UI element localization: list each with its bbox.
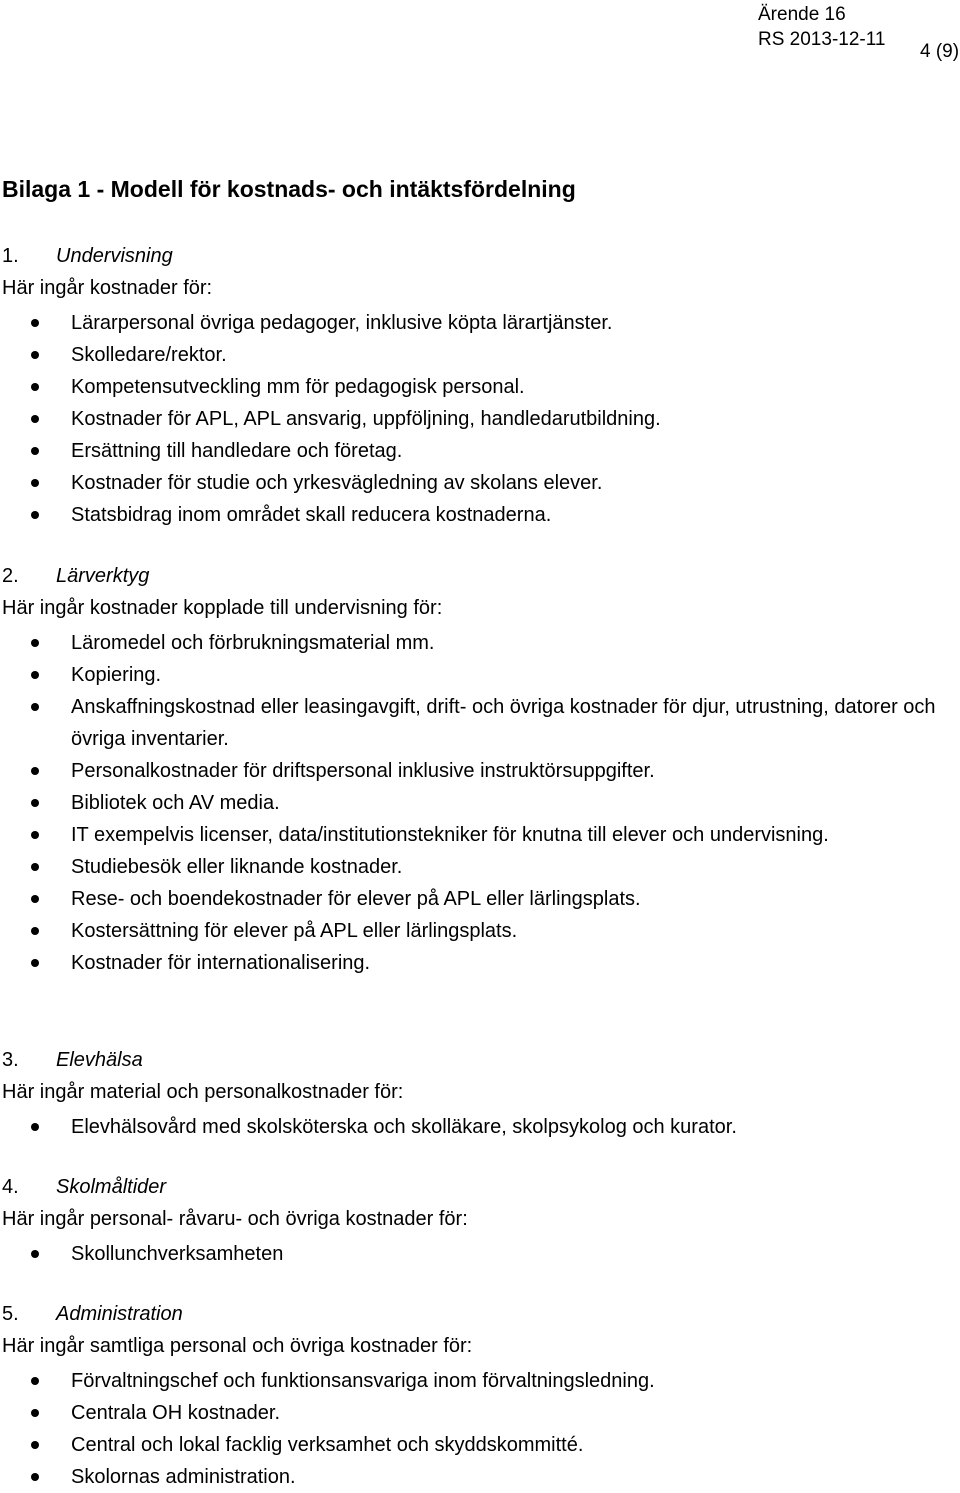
bullet-icon xyxy=(31,767,39,775)
list-item-text: Elevhälsovård med skolsköterska och skolläkare, skolpsykolog och kurator. xyxy=(71,1116,737,1138)
list-item xyxy=(2,691,942,755)
list-item xyxy=(2,1461,942,1493)
list-item xyxy=(2,627,942,659)
section-intro: Här ingår kostnader för: xyxy=(2,277,213,299)
bullet-icon xyxy=(31,511,39,519)
list-item-text: Studiebesök eller liknande kostnader. xyxy=(71,856,403,878)
section-heading xyxy=(2,1046,942,1078)
list-item-text: Central och lokal facklig verksamhet och skyddskommitté. xyxy=(71,1434,584,1456)
page-number: 4 (9) xyxy=(920,41,960,62)
list-item xyxy=(2,787,942,819)
bullet-list xyxy=(2,627,942,979)
section-4 xyxy=(2,1173,942,1270)
list-item xyxy=(2,947,942,979)
list-item xyxy=(2,307,942,339)
document-header xyxy=(758,2,885,52)
bullet-icon xyxy=(31,703,39,711)
bullet-icon xyxy=(31,1377,39,1385)
list-item-text: Kostnader för studie och yrkesvägledning av skolans elever. xyxy=(71,472,603,494)
bullet-icon xyxy=(31,895,39,903)
bullet-icon xyxy=(31,351,39,359)
list-item xyxy=(2,1429,942,1461)
section-3 xyxy=(2,1046,942,1143)
section-name: Skolmåltider xyxy=(56,1176,167,1198)
section-number: 1. xyxy=(2,245,19,267)
section-name: Lärverktyg xyxy=(56,565,150,587)
list-item xyxy=(2,755,942,787)
list-item xyxy=(2,435,942,467)
list-item xyxy=(2,819,942,851)
bullet-icon xyxy=(31,447,39,455)
section-heading xyxy=(2,1173,942,1205)
section-intro: Här ingår samtliga personal och övriga kostnader för: xyxy=(2,1335,473,1357)
list-item-text: Kostnader för APL, APL ansvarig, uppföljning, handledarutbildning. xyxy=(71,408,661,430)
section-heading xyxy=(2,562,942,594)
list-item-text: Centrala OH kostnader. xyxy=(71,1402,280,1424)
bullet-icon xyxy=(31,415,39,423)
arende-label: Ärende 16 xyxy=(758,4,846,25)
bullet-icon xyxy=(31,671,39,679)
section-number: 2. xyxy=(2,565,19,587)
section-name: Elevhälsa xyxy=(56,1049,143,1071)
list-item xyxy=(2,883,942,915)
list-item-text: Läromedel och förbrukningsmaterial mm. xyxy=(71,632,435,654)
list-item-text: IT exempelvis licenser, data/institutionstekniker för knutna till elever och undervisning. xyxy=(71,824,829,846)
section-name: Undervisning xyxy=(56,245,173,267)
list-item-text: Personalkostnader för driftspersonal inklusive instruktörsuppgifter. xyxy=(71,760,655,782)
bullet-icon xyxy=(31,799,39,807)
list-item-text: Statsbidrag inom området skall reducera kostnaderna. xyxy=(71,504,552,526)
list-item-text: Lärarpersonal övriga pedagoger, inklusive köpta lärartjänster. xyxy=(71,312,613,334)
section-intro: Här ingår personal- råvaru- och övriga kostnader för: xyxy=(2,1208,468,1230)
bullet-icon xyxy=(31,1409,39,1417)
section-heading xyxy=(2,242,942,274)
list-item xyxy=(2,1111,942,1143)
section-5 xyxy=(2,1300,942,1493)
bullet-icon xyxy=(31,1250,39,1258)
bullet-icon xyxy=(31,383,39,391)
bullet-icon xyxy=(31,1123,39,1131)
list-item-text: Skolornas administration. xyxy=(71,1466,296,1488)
list-item xyxy=(2,659,942,691)
list-item xyxy=(2,467,942,499)
list-item xyxy=(2,1365,942,1397)
list-item xyxy=(2,851,942,883)
list-item xyxy=(2,371,942,403)
bullet-icon xyxy=(31,1473,39,1481)
section-intro: Här ingår material och personalkostnader för: xyxy=(2,1081,404,1103)
bullet-icon xyxy=(31,639,39,647)
list-item xyxy=(2,915,942,947)
list-item-text: Kostersättning för elever på APL eller lärlingsplats. xyxy=(71,920,518,942)
list-item-text: Bibliotek och AV media. xyxy=(71,792,280,814)
list-item-text: Kompetensutveckling mm för pedagogisk personal. xyxy=(71,376,525,398)
section-number: 5. xyxy=(2,1303,19,1325)
list-item-text: Anskaffningskostnad eller leasingavgift, drift- och övriga kostnader för djur, utrustning, datorer och övriga inventarier. xyxy=(71,696,936,750)
bullet-icon xyxy=(31,863,39,871)
list-item-text: Ersättning till handledare och företag. xyxy=(71,440,403,462)
section-2 xyxy=(2,562,942,979)
list-item xyxy=(2,403,942,435)
list-item-text: Skollunchverksamheten xyxy=(71,1243,284,1265)
section-heading xyxy=(2,1300,942,1332)
bullet-icon xyxy=(31,479,39,487)
list-item-text: Kostnader för internationalisering. xyxy=(71,952,371,974)
rs-date: RS 2013-12-11 xyxy=(758,29,886,50)
list-item xyxy=(2,339,942,371)
list-item xyxy=(2,1238,942,1270)
section-intro: Här ingår kostnader kopplade till undervisning för: xyxy=(2,597,443,619)
bullet-list xyxy=(2,1238,942,1270)
section-name: Administration xyxy=(56,1303,183,1325)
bullet-list xyxy=(2,307,942,531)
list-item-text: Förvaltningschef och funktionsansvariga inom förvaltningsledning. xyxy=(71,1370,655,1392)
section-number: 3. xyxy=(2,1049,19,1071)
bullet-icon xyxy=(31,831,39,839)
section-number: 4. xyxy=(2,1176,19,1198)
list-item-text: Skolledare/rektor. xyxy=(71,344,227,366)
bullet-list xyxy=(2,1365,942,1493)
section-1 xyxy=(2,242,942,531)
list-item-text: Rese- och boendekostnader för elever på APL eller lärlingsplats. xyxy=(71,888,641,910)
bullet-icon xyxy=(31,927,39,935)
list-item-text: Kopiering. xyxy=(71,664,162,686)
document-title: Bilaga 1 - Modell för kostnads- och intäktsfördelning xyxy=(2,176,576,202)
list-item xyxy=(2,1397,942,1429)
list-item xyxy=(2,499,942,531)
bullet-list xyxy=(2,1111,942,1143)
bullet-icon xyxy=(31,1441,39,1449)
bullet-icon xyxy=(31,319,39,327)
bullet-icon xyxy=(31,959,39,967)
